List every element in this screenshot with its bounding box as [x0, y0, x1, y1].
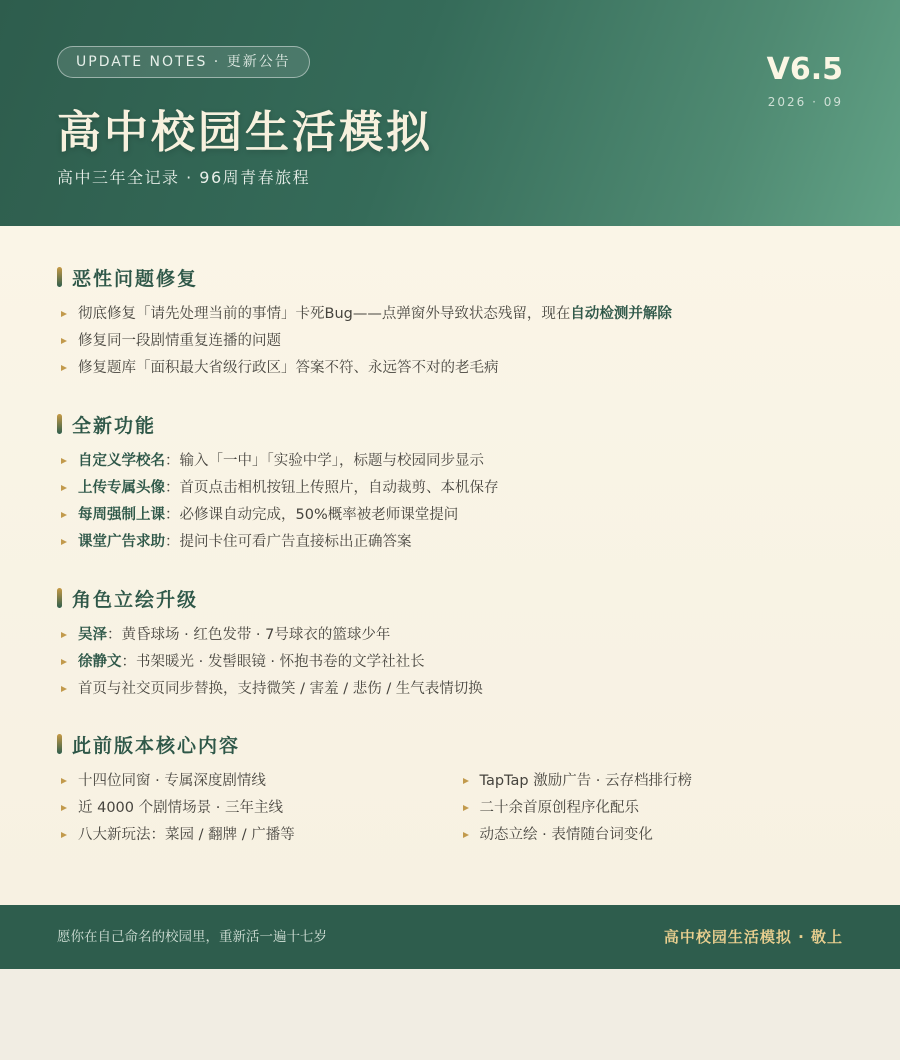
item-text: 修复题库「面积最大省级行政区」答案不符、永远答不对的老毛病 [78, 360, 499, 376]
item-label: 吴泽 [78, 627, 107, 643]
list-item [57, 475, 860, 502]
list-item: 十四位同窗 · 专属深度剧情线 [57, 768, 459, 795]
item-text: 彻底修复「请先处理当前的事情」卡死Bug——点弹窗外导致状态残留，现在 [78, 306, 571, 322]
item-label: 上传专属头像 [78, 480, 165, 496]
item-text: ：输入「一中」「实验中学」，标题与校园同步显示 [165, 453, 484, 469]
list-item: 八大新玩法：菜园 / 翻牌 / 广播等 [57, 822, 459, 849]
list-item [57, 676, 860, 703]
section-header [57, 264, 860, 290]
section-header [57, 731, 860, 757]
two-column-list [57, 757, 860, 849]
item-highlight: 自动检测并解除 [570, 306, 672, 322]
item-text: ：提问卡住可看广告直接标出正确答案 [165, 534, 412, 550]
section-title: 角色立绘升级 [72, 588, 199, 611]
section-title: 恶性问题修复 [72, 267, 199, 290]
page-title: 高中校园生活模拟 [57, 107, 433, 158]
section-header [57, 585, 860, 611]
list-item [57, 502, 860, 529]
list-item [57, 328, 860, 355]
section-header [57, 411, 860, 437]
header-banner [0, 0, 900, 226]
section-title: 全新功能 [72, 414, 157, 437]
section-marker [57, 414, 62, 434]
list-item: 动态立绘 · 表情随台词变化 [459, 822, 861, 849]
item-text: ：黄昏球场 · 红色发带 · 7号球衣的篮球少年 [107, 627, 391, 643]
list-item [57, 649, 860, 676]
section-title: 此前版本核心内容 [72, 734, 241, 757]
section-portrait-upgrade [57, 585, 860, 703]
item-text: ：必修课自动完成，50%概率被老师课堂提问 [165, 507, 459, 523]
section-bug-fixes [57, 264, 860, 382]
section-new-features [57, 411, 860, 556]
left-column [57, 768, 459, 849]
list-item [57, 448, 860, 475]
version-number: V6.5 [766, 52, 843, 87]
list-item [57, 622, 860, 649]
item-label: 每周强制上课 [78, 507, 165, 523]
section-marker [57, 588, 62, 608]
page-subtitle: 高中三年全记录 · 96周青春旅程 [57, 168, 311, 187]
section-marker [57, 734, 62, 754]
section-previous-content [57, 731, 860, 849]
footer-bar [0, 905, 900, 969]
footer-tagline: 愿你在自己命名的校园里，重新活一遍十七岁 [57, 929, 327, 945]
footer-signature: 高中校园生活模拟 · 敬上 [663, 928, 843, 946]
list-item: TapTap 激励广告 · 云存档排行榜 [459, 768, 861, 795]
release-date: 2026 · 09 [767, 95, 843, 109]
list-item [57, 355, 860, 382]
item-label: 课堂广告求助 [78, 534, 165, 550]
right-column [459, 768, 861, 849]
item-text: 首页与社交页同步替换，支持微笑 / 害羞 / 悲伤 / 生气表情切换 [78, 681, 483, 697]
item-label: 徐静文 [78, 654, 122, 670]
update-notes-badge: UPDATE NOTES · 更新公告 [57, 46, 310, 78]
portrait-list [57, 622, 860, 703]
list-item [57, 301, 860, 328]
bug-fix-list [57, 301, 860, 382]
feature-list [57, 448, 860, 556]
item-text: ：首页点击相机按钮上传照片，自动裁剪、本机保存 [165, 480, 499, 496]
list-item [57, 529, 860, 556]
list-item: 二十余首原创程序化配乐 [459, 795, 861, 822]
section-marker [57, 267, 62, 287]
item-label: 自定义学校名 [78, 453, 165, 469]
list-item: 近 4000 个剧情场景 · 三年主线 [57, 795, 459, 822]
item-text: 修复同一段剧情重复连播的问题 [78, 333, 281, 349]
item-text: ：书架暖光 · 发髻眼镜 · 怀抱书卷的文学社社长 [121, 654, 425, 670]
notes-content [0, 226, 900, 905]
